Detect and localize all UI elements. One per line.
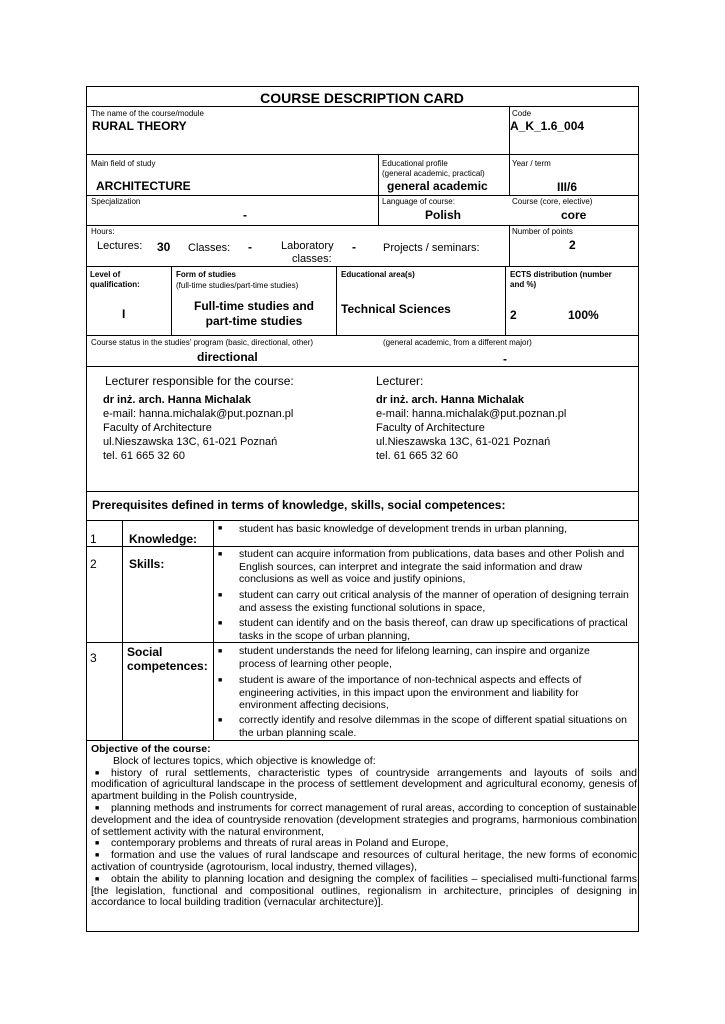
objective-item [91,850,637,874]
knowledge-item: student has basic knowledge of development trends in urban planning, [239,523,568,535]
objective-item-text: history of rural settlements, characteristic types of countryside arrangements and layouts of soils and modification of agricultural landscape in the process of settlement development and agricultural economy, genesis of apartment building in the Polish countryside, [91,766,637,803]
language-value: Polish [425,208,462,222]
status-value: directional [197,350,258,364]
objective-intro: Block of lectures topics, which objective is knowledge of: [113,754,376,767]
lecturer-responsible-name: dr inż. arch. Hanna Michalak [103,394,251,406]
skills-label: Skills: [129,557,165,571]
bullet-icon: ■ [95,875,100,883]
social-item: student understands the need for lifelong learning, can inspire and organize process of learning other people, [239,645,590,670]
language-label: Language of course: [382,197,455,206]
lecturer-name: dr inż. arch. Hanna Michalak [376,394,524,406]
divider [86,106,638,107]
bullet-icon: ■ [218,717,223,724]
level-value: I [122,307,126,321]
row-number: 3 [90,651,97,665]
ects-label-2: and %) [510,280,537,289]
year-label: Year / term [512,159,551,168]
spec-label: Specjalization [91,197,141,206]
divider [122,520,123,740]
border-right [638,86,639,931]
level-label-1: Level of [90,270,121,279]
divider [378,154,379,225]
row-number: 1 [90,532,97,546]
hours-label: Hours: [91,227,115,236]
objective-item-text: contemporary problems and threats of rural areas in Poland and Europe, [111,837,449,850]
bullet-icon: ■ [95,840,100,848]
form-value-2: part-time studies [205,314,303,328]
bullet-icon: ■ [95,769,100,777]
lecturer-responsible-faculty: Faculty of Architecture [103,422,212,434]
divider [86,366,638,367]
field-value: ARCHITECTURE [96,179,191,193]
status-value-2: - [503,352,507,366]
divider [213,520,214,740]
profile-value: general academic [387,179,488,193]
social-item: student is aware of the importance of non-technical aspects and effects of engineering activities, in this impact upon the environment and liability for environment affecting decisions, [239,674,582,712]
lecturer-address: ul.Nieszawska 13C, 61-021 Poznań [376,436,551,448]
course-name-label: The name of the course/module [91,109,204,118]
border-left [86,86,87,931]
skills-item: student can acquire information from publications, data bases and other Polish and English sources, can interpret and integrate the said information and draw conclusions as well as voice and justify opinions, [239,548,625,586]
knowledge-label: Knowledge: [129,532,197,546]
points-value: 2 [569,238,576,252]
row-number: 2 [90,557,97,571]
profile-label-1: Educational profile [382,159,448,168]
projects-label: Projects / seminars: [383,242,480,254]
lecturer-email[interactable]: e-mail: hanna.michalak@put.poznan.pl [376,408,567,420]
social-label-2: competences: [127,659,208,673]
bullet-icon: ■ [95,804,100,812]
bullet-icon: ■ [95,852,100,860]
bullet-icon: ■ [218,525,223,532]
lecturer-heading: Lecturer: [376,374,424,388]
ects-label-1: ECTS distribution (number [510,270,612,279]
objective-section [91,744,637,909]
bullet-icon: ■ [218,592,223,599]
profile-label-2: (general academic, practical) [382,169,485,178]
lecturer-phone: tel. 61 665 32 60 [376,450,458,462]
bullet-icon: ■ [218,620,223,627]
lecturer-faculty: Faculty of Architecture [376,422,485,434]
ects-number: 2 [510,308,517,322]
objective-title: Objective of the course: [91,743,211,755]
points-label: Number of points [512,227,573,236]
divider [505,266,506,335]
skills-item: student can carry out critical analysis of the manner of operation of designing terrain and assess the existing functional solutions in space, [239,589,629,614]
course-type-value: core [561,208,587,222]
course-type-label: Course (core, elective) [512,197,593,206]
objective-item [91,874,637,909]
lectures-value: 30 [157,240,171,254]
lab-label-2: classes: [292,253,332,265]
form-value-1: Full-time studies and [193,299,314,313]
divider [86,740,638,741]
divider [86,491,638,492]
divider [86,154,638,155]
status-label-2: (general academic, from a different major) [383,338,532,347]
divider [86,335,638,336]
skills-item: student can identify and on the basis thereof, can draw up specifications of practical tasks in the scope of urban planning, [239,617,628,642]
divider [86,225,638,226]
objective-item-text: planning methods and instruments for correct management of rural areas, according to conception of sustainable development and the idea of countryside renovation (development strategies and programs, harmonious combination of settlement activity with the natural environment, [91,801,637,838]
objective-item [91,803,637,838]
classes-value: - [248,240,252,254]
objective-item [91,768,637,803]
lecturer-responsible-heading: Lecturer responsible for the course: [105,374,294,388]
lecturer-responsible-email[interactable]: e-mail: hanna.michalak@put.poznan.pl [103,408,294,420]
lectures-label: Lectures: [97,240,143,252]
card-title: COURSE DESCRIPTION CARD [260,90,464,106]
social-item: correctly identify and resolve dilemmas in the scope of different spatial situations on the urban planning scale. [239,714,627,739]
divider [86,195,638,196]
course-code: A_K_1.6_004 [510,119,585,133]
lecturer-responsible-phone: tel. 61 665 32 60 [103,450,185,462]
lab-value: - [352,240,356,254]
ects-percent: 100% [568,308,599,322]
divider [86,520,638,521]
bullet-icon: ■ [218,551,223,558]
year-value: III/6 [557,180,578,194]
objective-item-text: obtain the ability to planning location and designing the complex of facilities – specialised multi-functional farms [the legislation, functional and compositional outlines, regionalism in architecture, principles of designing in accordance to local building tradition (vernacular architecture)]. [91,872,637,909]
form-label-2: (full-time studies/part-time studies) [176,281,299,290]
divider [86,546,638,547]
field-label: Main field of study [91,159,156,168]
divider [509,225,510,266]
divider [86,266,638,267]
course-name: RURAL THEORY [92,119,187,133]
bullet-icon: ■ [218,648,223,655]
level-label-2: qualification: [90,280,140,289]
area-label: Educational area(s) [341,270,415,279]
area-value: Technical Sciences [341,302,451,316]
border-bottom [86,931,639,932]
status-label: Course status in the studies' program (basic, directional, other) [91,338,314,347]
lab-label-1: Laboratory [281,240,334,252]
bullet-icon: ■ [218,677,223,684]
form-label-1: Form of studies [176,270,237,279]
code-label: Code [512,109,532,118]
social-label-1: Social [127,645,163,659]
spec-value: - [243,208,247,222]
divider [336,266,337,335]
classes-label: Classes: [188,242,231,254]
prerequisites-heading: Prerequisites defined in terms of knowledge, skills, social competences: [92,498,506,512]
border-top [86,86,638,87]
lecturer-responsible-address: ul.Nieszawska 13C, 61-021 Poznań [103,436,278,448]
objective-item-text: formation and use the values of rural landscape and resources of cultural heritage, the new forms of economic activation of countryside (agrotourism, local industry, themed villages), [91,849,637,873]
